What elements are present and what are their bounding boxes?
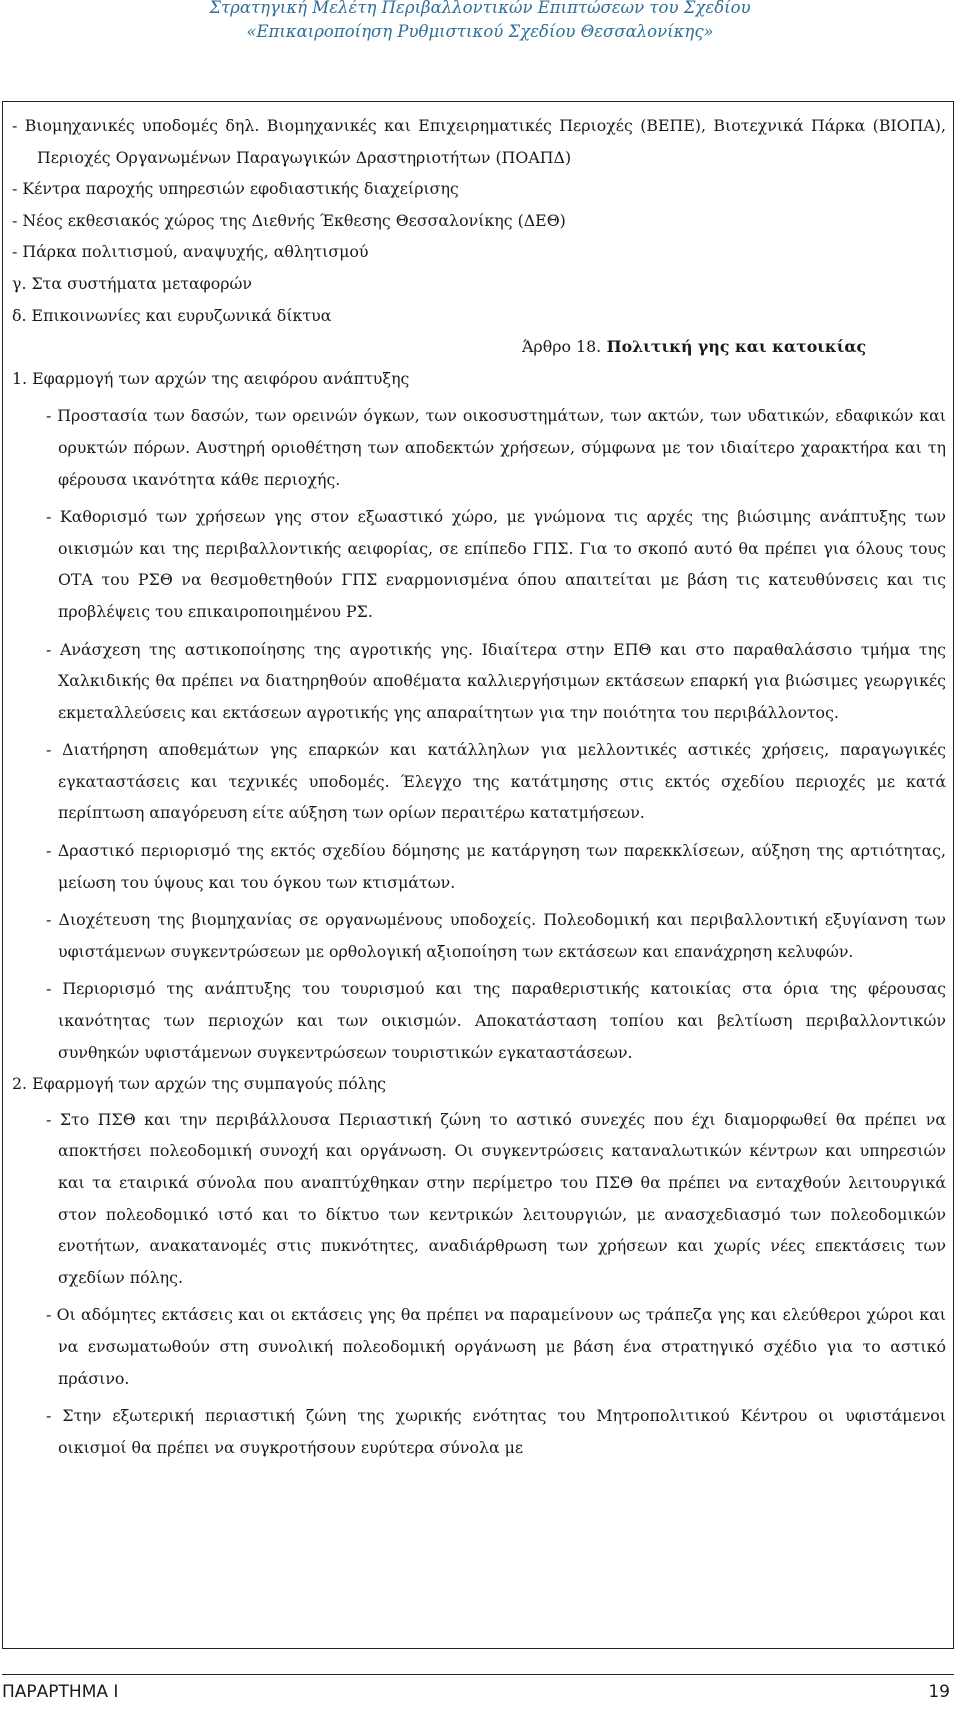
- letter-item: γ. Στα συστήματα μεταφορών: [12, 273, 253, 293]
- section2-item: - Στην εξωτερική περιαστική ζώνη της χωρικής ενότητας του Μητροπολιτικού Κέντρου οι υφιστάμενοι οικισμοί θα πρέπει να συγκροτήσουν ευρύτερα σύνολα με: [46, 1406, 946, 1457]
- section1-item: - Διοχέτευση της βιομηχανίας σε οργανωμένους υποδοχείς. Πολεοδομική και περιβαλλοντική εξυγίανση των υφιστάμενων συγκεντρώσεων με ορθολογική αξιοποίηση των εκτάσεων και επανάχρηση κελυφών.: [46, 910, 946, 961]
- article-title: Πολιτική γης και κατοικίας: [606, 337, 867, 357]
- section-heading: 2. Εφαρμογή των αρχών της συμπαγούς πόλης: [12, 1074, 387, 1094]
- section-heading: 1. Εφαρμογή των αρχών της αειφόρου ανάπτυξης: [12, 368, 410, 388]
- intro-item: - Κέντρα παροχής υπηρεσιών εφοδιαστικής διαχείρισης: [12, 179, 459, 199]
- section1-item: - Περιορισμό της ανάπτυξης του τουρισμού και της παραθεριστικής κατοικίας στα όρια της φέρουσας ικανότητας των περιοχών και των οικισμών. Αποκατάσταση τοπίου και βελτίωση περιβαλλοντικών συνθηκών υφιστάμενων συγκεντρώσεων τουριστικών εγκαταστάσεων.: [46, 979, 946, 1062]
- section1-item: - Ανάσχεση της αστικοποίησης της αγροτικής γης. Ιδιαίτερα στην ΕΠΘ και στο παραθαλάσσιο τμήμα της Χαλκιδικής θα πρέπει να διατηρηθούν αποθέματα καλλιεργήσιμων εκτάσεων επαρκή για βιώσιμες γεωργικές εκμεταλλεύσεις και εκτάσεων αγροτικής γης απαραίτητων για την ποιότητα του περιβάλλοντος.: [46, 639, 946, 722]
- section2-item: - Στο ΠΣΘ και την περιβάλλουσα Περιαστική ζώνη το αστικό συνεχές που έχι διαμορφωθεί θα πρέπει να αποκτήσει πολεοδομική συνοχή και οργάνωση. Οι συγκεντρώσεις καταναλωτικών κέντρων και υπηρεσιών και τα εταιρικά σύνολα που αναπτύχθηκαν στην περίμετρο του ΠΣΘ θα πρέπει να ενταχθούν λειτουργικά στον πολεοδομικό ιστό και το δίκτυο των κεντρικών λειτουργιών, με ανασχεδιασμό των πολεοδομικών ενοτήτων, ανακατανομές στις πυκνότητες, αναδιάρθρωση των χρήσεων και χωρίς νέες επεκτάσεις των σχεδίων πόλης.: [46, 1109, 946, 1287]
- section1-item: - Δραστικό περιορισμό της εκτός σχεδίου δόμησης με κατάργηση των παρεκκλίσεων, αύξηση της αρτιότητας, μείωση του ύψους και του όγκου των κτισμάτων.: [46, 841, 946, 892]
- page-number: 19: [928, 1682, 950, 1702]
- section1-item: - Διατήρηση αποθεμάτων γης επαρκών και κατάλληλων για μελλοντικές αστικές χρήσεις, παραγωγικές εγκαταστάσεις και τεχνικές υποδομές. Έλεγχο της κατάτμησης στις εκτός σχεδίου περιοχές με κατά περίπτωση απαγόρευση είτε αύξηση των ορίων περαιτέρω κατατμήσεων.: [46, 740, 946, 823]
- footer-rule: [2, 1674, 954, 1675]
- section2-item: - Οι αδόμητες εκτάσεις και οι εκτάσεις γης θα πρέπει να παραμείνουν ως τράπεζα γης και ελεύθεροι χώροι και να ενσωματωθούν στη συνολική πολεοδομική οργάνωση με βάση ένα στρατηγικό σχέδιο για το αστικό πράσινο.: [46, 1305, 946, 1388]
- letter-item: δ. Επικοινωνίες και ευρυζωνικά δίκτυα: [12, 305, 332, 325]
- section1-item: - Προστασία των δασών, των ορεινών όγκων, των οικοσυστημάτων, των ακτών, των υδατικών, εδαφικών και ορυκτών πόρων. Αυστηρή οριοθέτηση των αποδεκτών χρήσεων, σύμφωνα με τον ιδιαίτερο χαρακτήρα και τη φέρουσα ικανότητα κάθε περιοχής.: [46, 406, 946, 489]
- document-header-line2: «Επικαιροποίηση Ρυθμιστικού Σχεδίου Θεσσαλονίκης»: [246, 22, 714, 41]
- article-number: Άρθρο 18.: [522, 337, 602, 357]
- page-body: [12, 110, 946, 1463]
- section1-item: - Καθορισμό των χρήσεων γης στον εξωαστικό χώρο, με γνώμονα τις αρχές της βιώσιμης ανάπτυξης των οικισμών και της περιβαλλοντικής αειφορίας, σε επίπεδο ΓΠΣ. Για το σκοπό αυτό θα πρέπει για όλους τους ΟΤΑ του ΡΣΘ να θεσμοθετηθούν ΓΠΣ εναρμονισμένα όπου απαιτείται με βάση τις κατευθύνσεις και τις προβλέψεις του επικαιροποιημένου ΡΣ.: [46, 507, 946, 621]
- intro-item: - Βιομηχανικές υποδομές δηλ. Βιομηχανικές και Επιχειρηματικές Περιοχές (ΒΕΠΕ), Βιοτεχνικά Πάρκα (ΒΙΟΠΑ), Περιοχές Οργανωμένων Παραγωγικών Δραστηριοτήτων (ΠΟΑΠΔ): [12, 116, 946, 167]
- footer-label: ΠΑΡΑΡΤΗΜΑ Ι: [2, 1682, 119, 1702]
- document-header-line1: Στρατηγική Μελέτη Περιβαλλοντικών Επιπτώσεων του Σχεδίου: [209, 0, 751, 17]
- intro-item: - Πάρκα πολιτισμού, αναψυχής, αθλητισμού: [12, 242, 369, 262]
- intro-item: - Νέος εκθεσιακός χώρος της Διεθνής Έκθεσης Θεσσαλονίκης (ΔΕΘ): [12, 210, 566, 230]
- article-heading: [12, 331, 946, 363]
